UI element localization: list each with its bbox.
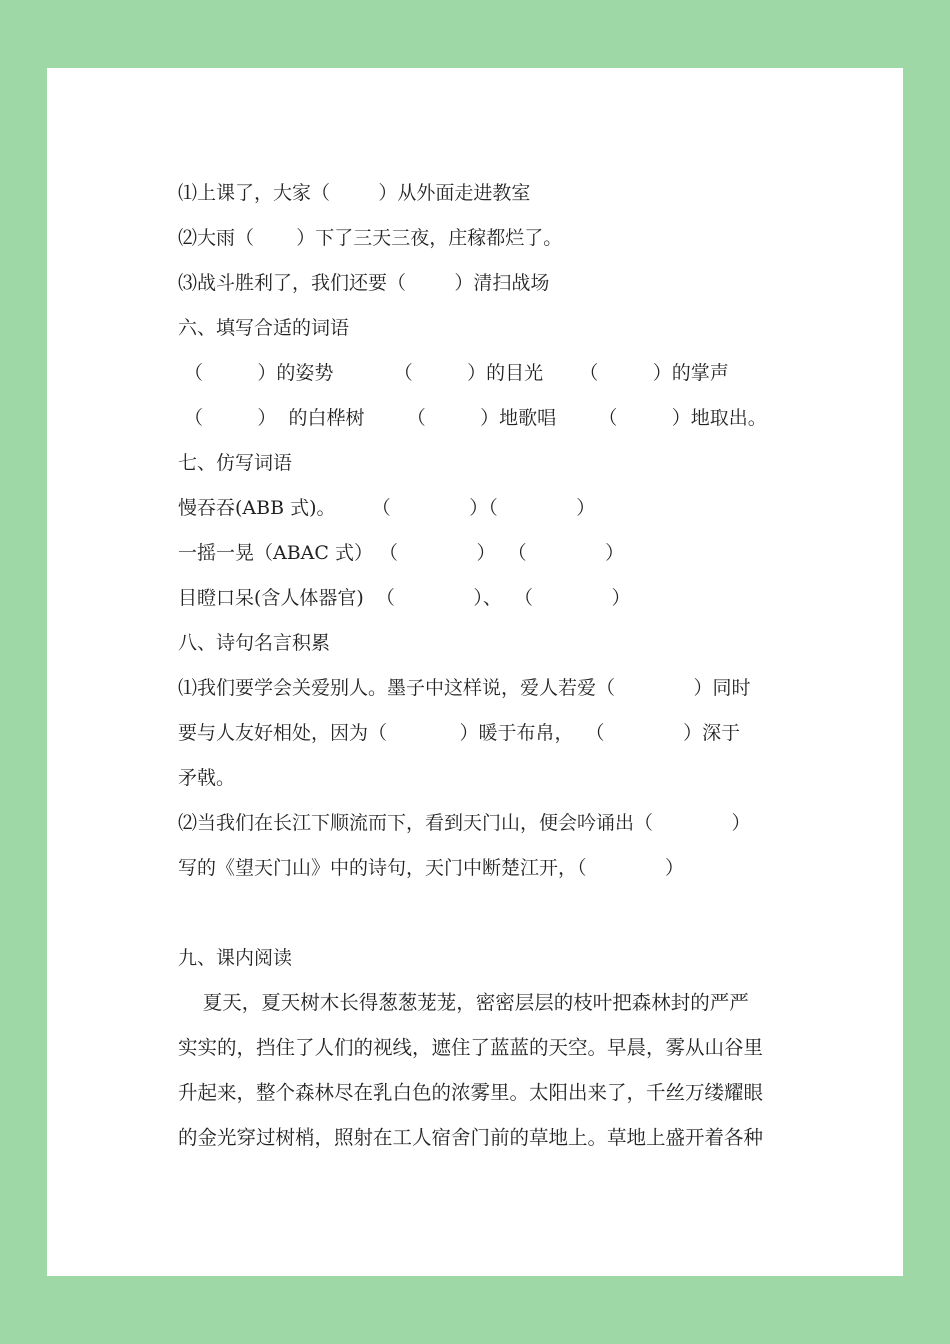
q7-item-2: 一摇一晃（ABAC 式） （ ） （ ） xyxy=(178,542,625,564)
reading-passage-line-2: 实实的，挡住了人们的视线，遮住了蓝蓝的天空。早晨，雾从山谷里 xyxy=(178,1036,764,1059)
q5-item-3: ⑶战斗胜利了，我们还要（ ）清扫战场 xyxy=(178,272,550,294)
q8-item-2-line-1: ⑵当我们在长江下顺流而下，看到天门山，便会吟诵出（ ） xyxy=(178,812,751,834)
q8-item-1-line-2: 要与人友好相处，因为（ ）暖于布帛， （ ）深于 xyxy=(178,722,741,744)
section-6-heading: 六、填写合适的词语 xyxy=(178,317,350,339)
document-page xyxy=(47,68,903,1276)
section-9-heading: 九、课内阅读 xyxy=(178,947,293,969)
q6-row-1: （ ）的姿势 （ ）的目光 （ ）的掌声 xyxy=(178,362,729,384)
q6-row-2: （ ） 的白桦树 （ ）地歌唱 （ ）地取出。 xyxy=(178,407,767,429)
reading-passage-line-1: 夏天，夏天树木长得葱葱茏茏，密密层层的枝叶把森林封的严严 xyxy=(178,991,749,1014)
q7-item-1: 慢吞吞(ABB 式)。 （ ）（ ） xyxy=(178,497,596,519)
section-8-heading: 八、诗句名言积累 xyxy=(178,632,331,654)
reading-passage-line-4: 的金光穿过树梢，照射在工人宿舍门前的草地上。草地上盛开着各种 xyxy=(178,1126,764,1149)
section-7-heading: 七、仿写词语 xyxy=(178,452,293,474)
q8-item-1-line-3: 矛戟。 xyxy=(178,767,236,789)
reading-passage-line-3: 升起来，整个森林尽在乳白色的浓雾里。太阳出来了，千丝万缕耀眼 xyxy=(178,1081,764,1104)
q8-item-2-line-2: 写的《望天门山》中的诗句，天门中断楚江开，（ ） xyxy=(178,857,685,879)
q5-item-2: ⑵大雨（ ）下了三天三夜，庄稼都烂了。 xyxy=(178,227,563,249)
q5-item-1: ⑴上课了，大家（ ）从外面走进教室 xyxy=(178,182,531,204)
q7-item-3: 目瞪口呆(含人体器官) （ ）、 （ ） xyxy=(178,587,631,609)
q8-item-1-line-1: ⑴我们要学会关爱别人。墨子中这样说，爱人若爱（ ）同时 xyxy=(178,677,751,699)
